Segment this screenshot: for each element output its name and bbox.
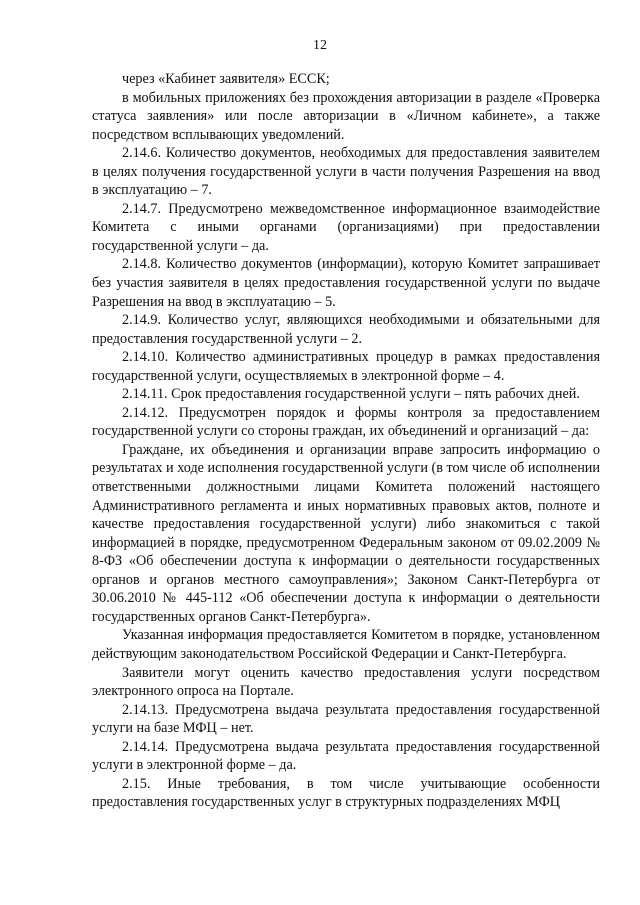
paragraph: 2.14.10. Количество административных процедур в рамках предоставления государственной услуги, осуществляемых в электронной форме – 4. [92,349,600,384]
paragraph: через «Кабинет заявителя» ЕССК; [122,71,330,87]
paragraph: 2.14.14. Предусмотрена выдача результата предоставления государственной услуги в электронной форме – да. [92,738,600,774]
paragraph: 2.14.6. Количество документов, необходимых для предоставления заявителем в целях получения государственной услуги в части получения Разрешения на ввод в эксплуатацию – 7. [92,145,600,199]
paragraph: 2.14.12. Предусмотрен порядок и формы контроля за предоставлением государственной услуги со стороны граждан, их объединений и организаций – да: [92,404,600,440]
paragraph: Заявители могут оценить качество предоставления услуги посредством электронного опроса на Портале. [92,664,600,700]
page-number: 12 [313,38,327,53]
paragraph: 2.15. Иные требования, в том числе учитывающие особенности предоставления государственных услуг в структурных подразделениях МФЦ [92,775,600,811]
paragraph: в мобильных приложениях без прохождения авторизации в разделе «Проверка статуса заявления» или после авторизации в «Личном кабинете», а также посредством всплывающих уведомлений. [92,89,600,143]
paragraph: 2.14.11. Срок предоставления государственной услуги – пять рабочих дней. [122,386,580,403]
paragraph: 2.14.8. Количество документов (информации), которую Комитет запрашивает без участия заявителя в целях предоставления государственной услуги по выдаче Разрешения на ввод в эксплуатацию – 5. [92,256,600,310]
paragraph: Граждане, их объединения и организации вправе запросить информацию о результатах и ходе исполнения государственной услуги (в том числе об исполнении ответственными должностными лицами Комитета положений настоящего Административного регламента и иных нормативных правовых актов, полноте и качестве предоставления государственной услуги) либо знакомиться с такой информацией в порядке, предусмотренном Федеральным законом от 09.02.2009 № 8-ФЗ «Об обеспечении доступа к информации о деятельности государственных органов и органов местного самоуправления»; Законом Санкт-Петербурга от 30.06.2010 № 445-112 «Об обеспечении доступа к информации о деятельности государственных органов Санкт-Петербурга». [92,441,600,625]
body-text [92,70,600,812]
paragraph: 2.14.13. Предусмотрена выдача результата предоставления государственной услуги на базе МФЦ – нет. [92,701,600,737]
paragraph: 2.14.7. Предусмотрено межведомственное информационное взаимодействие Комитета с иными органами (организациями) при предоставлении государственной услуги – да. [92,200,600,254]
paragraph: Указанная информация предоставляется Комитетом в порядке, установленном действующим законодательством Российской Федерации и Санкт-Петербурга. [92,627,600,662]
paragraph: 2.14.9. Количество услуг, являющихся необходимыми и обязательными для предоставления государственной услуги – 2. [92,312,600,347]
